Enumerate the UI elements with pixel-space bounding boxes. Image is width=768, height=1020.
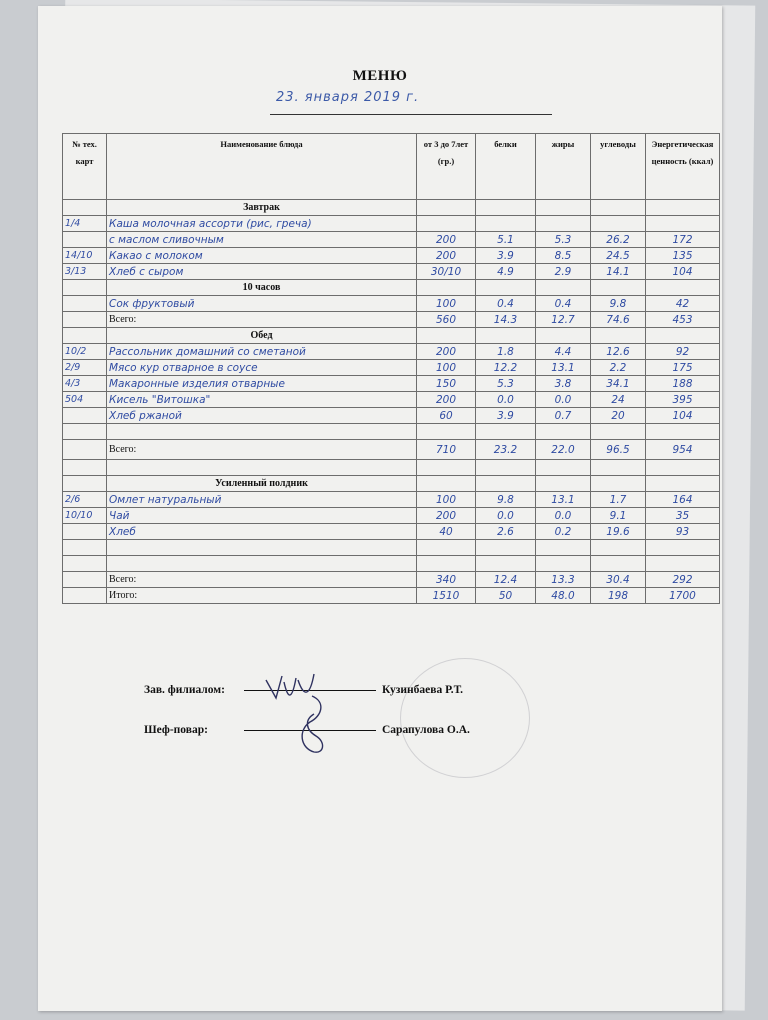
menu-table (62, 133, 720, 604)
portion-value: 200 (417, 232, 476, 248)
fat-value: 4.4 (536, 344, 591, 360)
document-title: МЕНЮ (352, 68, 408, 84)
table-row (63, 216, 720, 232)
protein-value: 12.2 (476, 360, 536, 376)
table-row (63, 360, 720, 376)
section-row-snack (63, 476, 720, 492)
fat-value: 0.0 (536, 392, 591, 408)
energy-total: 292 (646, 572, 720, 588)
energy-value: 188 (646, 376, 720, 392)
portion-value: 100 (417, 492, 476, 508)
energy-value: 104 (646, 408, 720, 424)
table-row (63, 296, 720, 312)
fat-total: 22.0 (536, 440, 591, 460)
dish-name: Хлеб с сыром (107, 264, 417, 280)
table-row (63, 408, 720, 424)
tech-card-code: 1/4 (63, 216, 107, 232)
dish-name: Рассольник домашний со сметаной (107, 344, 417, 360)
total-row (63, 440, 720, 460)
tech-card-code: 10/2 (63, 344, 107, 360)
energy-value: 42 (646, 296, 720, 312)
tech-card-code: 2/6 (63, 492, 107, 508)
head-name: Кузинбаева Р.Т. (382, 684, 463, 696)
total-row (63, 572, 720, 588)
protein-value: 0.4 (476, 296, 536, 312)
tech-card-code: 10/10 (63, 508, 107, 524)
table-row (63, 524, 720, 540)
energy-value: 135 (646, 248, 720, 264)
table-row (63, 344, 720, 360)
header-tech-card: № тех. карт (63, 134, 107, 200)
fat-value: 13.1 (536, 492, 591, 508)
document-date: 23. января 2019 г. (276, 90, 420, 105)
empty-row (63, 540, 720, 556)
portion-value: 100 (417, 296, 476, 312)
energy-value: 92 (646, 344, 720, 360)
table-row (63, 232, 720, 248)
dish-name: Мясо кур отварное в соусе (107, 360, 417, 376)
table-row (63, 264, 720, 280)
fat-total: 13.3 (536, 572, 591, 588)
chef-name: Сарапулова О.А. (382, 724, 470, 736)
protein-total: 12.4 (476, 572, 536, 588)
energy-value: 93 (646, 524, 720, 540)
fat-value: 3.8 (536, 376, 591, 392)
section-lunch: Обед (107, 328, 417, 344)
header-row (63, 134, 720, 200)
carbs-value: 1.7 (591, 492, 646, 508)
dish-name: Макаронные изделия отварные (107, 376, 417, 392)
carbs-grand-total: 198 (591, 588, 646, 604)
portion-value: 200 (417, 508, 476, 524)
carbs-value: 9.1 (591, 508, 646, 524)
header-dish-name: Наименование блюда (107, 134, 417, 200)
tech-card-code: 3/13 (63, 264, 107, 280)
energy-value: 164 (646, 492, 720, 508)
carbs-total: 30.4 (591, 572, 646, 588)
protein-value: 1.8 (476, 344, 536, 360)
protein-value: 0.0 (476, 392, 536, 408)
carbs-value: 20 (591, 408, 646, 424)
table-row (63, 492, 720, 508)
tech-card-code: 2/9 (63, 360, 107, 376)
fat-total: 12.7 (536, 312, 591, 328)
signature-block (144, 684, 470, 764)
energy-total: 954 (646, 440, 720, 460)
head-label: Зав. филиалом: (144, 684, 225, 696)
header-portion: от 3 до 7лет (гр.) (417, 134, 476, 200)
protein-value: 5.1 (476, 232, 536, 248)
fat-value: 0.4 (536, 296, 591, 312)
fat-value: 0.7 (536, 408, 591, 424)
carbs-total: 96.5 (591, 440, 646, 460)
section-row-breakfast (63, 200, 720, 216)
portion-grand-total: 1510 (417, 588, 476, 604)
protein-value: 5.3 (476, 376, 536, 392)
total-row (63, 312, 720, 328)
grand-total-row (63, 588, 720, 604)
header-energy: Энергетическая ценность (ккал) (646, 134, 720, 200)
portion-value: 150 (417, 376, 476, 392)
total-label: Всего: (107, 572, 417, 588)
energy-value: 172 (646, 232, 720, 248)
carbs-value: 24 (591, 392, 646, 408)
protein-value: 2.6 (476, 524, 536, 540)
portion-value: 60 (417, 408, 476, 424)
empty-row (63, 424, 720, 440)
dish-name: с маслом сливочным (107, 232, 417, 248)
portion-value: 200 (417, 392, 476, 408)
header-protein: белки (476, 134, 536, 200)
carbs-value: 19.6 (591, 524, 646, 540)
table-row (63, 508, 720, 524)
dish-name: Какао с молоком (107, 248, 417, 264)
header-fat: жиры (536, 134, 591, 200)
tech-card-code: 504 (63, 392, 107, 408)
energy-value: 395 (646, 392, 720, 408)
fat-value: 0.0 (536, 508, 591, 524)
portion-total: 560 (417, 312, 476, 328)
carbs-total: 74.6 (591, 312, 646, 328)
section-row-lunch (63, 328, 720, 344)
protein-value: 3.9 (476, 248, 536, 264)
section-afternoon-snack: Усиленный полдник (107, 476, 417, 492)
total-label: Всего: (107, 440, 417, 460)
fat-value: 2.9 (536, 264, 591, 280)
fat-value: 13.1 (536, 360, 591, 376)
dish-name: Каша молочная ассорти (рис, греча) (107, 216, 417, 232)
protein-grand-total: 50 (476, 588, 536, 604)
carbs-value: 12.6 (591, 344, 646, 360)
dish-name: Омлет натуральный (107, 492, 417, 508)
portion-value: 200 (417, 248, 476, 264)
carbs-value: 9.8 (591, 296, 646, 312)
carbs-value: 2.2 (591, 360, 646, 376)
portion-total: 340 (417, 572, 476, 588)
signature-chef (144, 724, 470, 764)
dish-name: Хлеб ржаной (107, 408, 417, 424)
fat-value: 8.5 (536, 248, 591, 264)
total-label: Всего: (107, 312, 417, 328)
section-row-ten (63, 280, 720, 296)
energy-total: 453 (646, 312, 720, 328)
table-row (63, 248, 720, 264)
header-carbs: углеводы (591, 134, 646, 200)
portion-value: 100 (417, 360, 476, 376)
fat-grand-total: 48.0 (536, 588, 591, 604)
protein-value: 9.8 (476, 492, 536, 508)
fat-value: 0.2 (536, 524, 591, 540)
protein-value: 4.9 (476, 264, 536, 280)
portion-value: 40 (417, 524, 476, 540)
portion-total: 710 (417, 440, 476, 460)
chef-signature-mark (292, 692, 332, 758)
document-page (38, 6, 722, 1011)
energy-value: 104 (646, 264, 720, 280)
dish-name: Чай (107, 508, 417, 524)
fat-value: 5.3 (536, 232, 591, 248)
portion-value: 200 (417, 344, 476, 360)
protein-total: 14.3 (476, 312, 536, 328)
energy-value: 175 (646, 360, 720, 376)
tech-card-code: 4/3 (63, 376, 107, 392)
section-breakfast: Завтрак (107, 200, 417, 216)
table-row (63, 392, 720, 408)
carbs-value: 26.2 (591, 232, 646, 248)
table-row (63, 376, 720, 392)
empty-row (63, 556, 720, 572)
energy-grand-total: 1700 (646, 588, 720, 604)
dish-name: Сок фруктовый (107, 296, 417, 312)
protein-value: 0.0 (476, 508, 536, 524)
portion-value: 30/10 (417, 264, 476, 280)
dish-name: Кисель "Витошка" (107, 392, 417, 408)
empty-row (63, 460, 720, 476)
dish-name: Хлеб (107, 524, 417, 540)
carbs-value: 14.1 (591, 264, 646, 280)
grand-total-label: Итого: (107, 588, 417, 604)
protein-total: 23.2 (476, 440, 536, 460)
section-ten-oclock: 10 часов (107, 280, 417, 296)
protein-value: 3.9 (476, 408, 536, 424)
tech-card-code: 14/10 (63, 248, 107, 264)
chef-label: Шеф-повар: (144, 724, 208, 736)
carbs-value: 34.1 (591, 376, 646, 392)
carbs-value: 24.5 (591, 248, 646, 264)
energy-value: 35 (646, 508, 720, 524)
